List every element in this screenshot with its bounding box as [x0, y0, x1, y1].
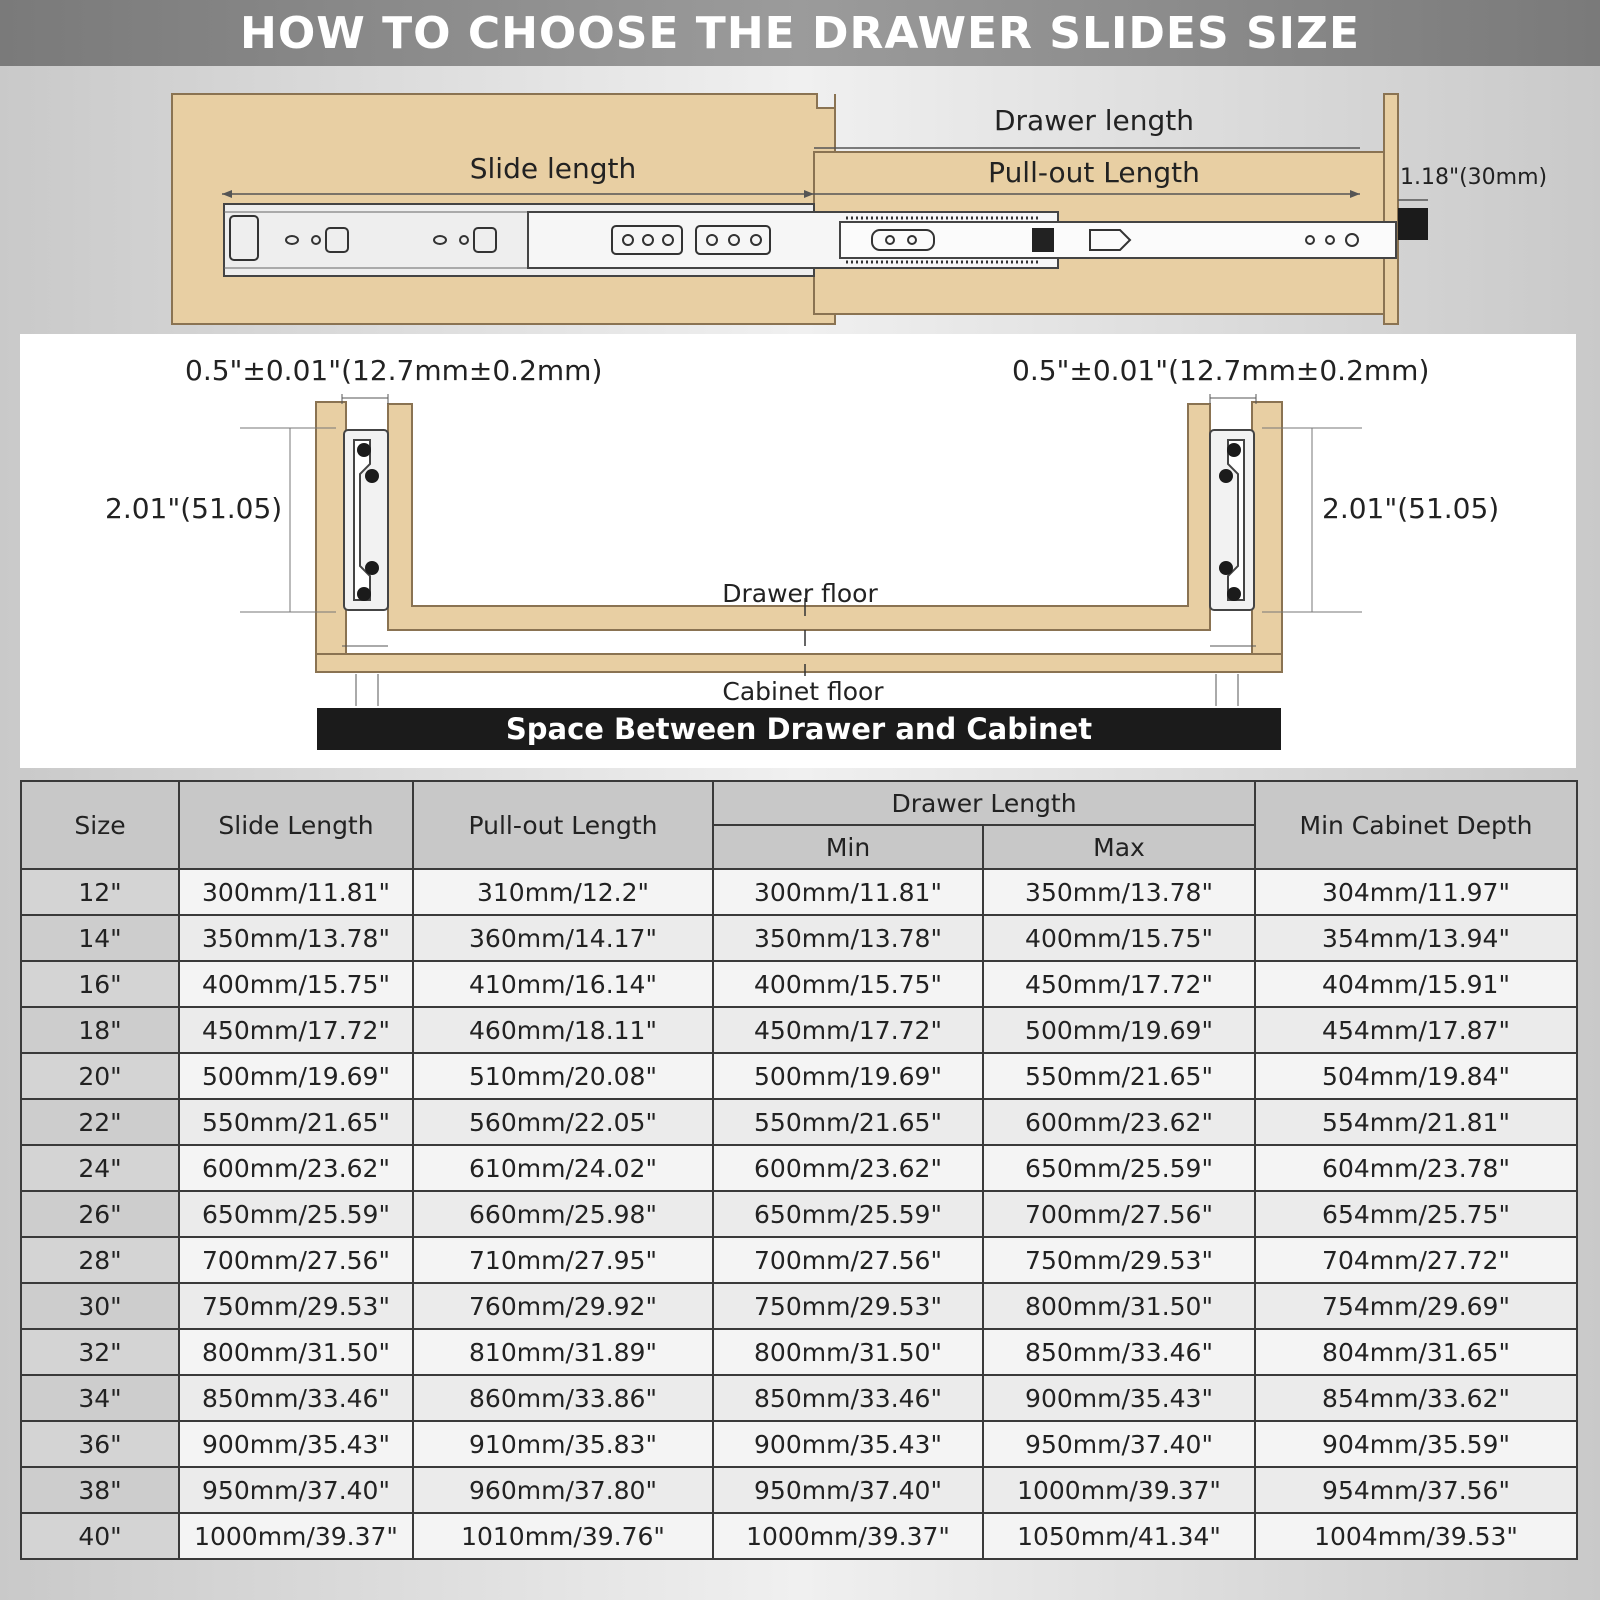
- cell-min-cabinet-depth: 754mm/29.69": [1255, 1283, 1577, 1329]
- cell-size: 24": [21, 1145, 179, 1191]
- cell-drawer-min: 950mm/37.40": [713, 1467, 983, 1513]
- table-row: [21, 1053, 1577, 1099]
- cell-size: 30": [21, 1283, 179, 1329]
- cell-pullout-length: 1010mm/39.76": [413, 1513, 713, 1559]
- cell-pullout-length: 310mm/12.2": [413, 869, 713, 915]
- cell-pullout-length: 560mm/22.05": [413, 1099, 713, 1145]
- table-row: [21, 869, 1577, 915]
- table-row: [21, 1467, 1577, 1513]
- cell-min-cabinet-depth: 854mm/33.62": [1255, 1375, 1577, 1421]
- cell-size: 38": [21, 1467, 179, 1513]
- cell-slide-length: 450mm/17.72": [179, 1007, 413, 1053]
- cell-drawer-min: 900mm/35.43": [713, 1421, 983, 1467]
- cell-drawer-max: 350mm/13.78": [983, 869, 1255, 915]
- header-slide-length: Slide Length: [179, 781, 413, 869]
- table-row: [21, 1099, 1577, 1145]
- header-min-cabinet-depth: Min Cabinet Depth: [1255, 781, 1577, 869]
- cell-drawer-min: 500mm/19.69": [713, 1053, 983, 1099]
- cell-size: 36": [21, 1421, 179, 1467]
- cell-slide-length: 900mm/35.43": [179, 1421, 413, 1467]
- cell-drawer-min: 400mm/15.75": [713, 961, 983, 1007]
- cell-size: 12": [21, 869, 179, 915]
- cell-size: 32": [21, 1329, 179, 1375]
- cell-pullout-length: 410mm/16.14": [413, 961, 713, 1007]
- left-slide-profile: [344, 430, 388, 610]
- cross-section-panel: [20, 334, 1576, 768]
- cell-slide-length: 300mm/11.81": [179, 869, 413, 915]
- cell-slide-length: 1000mm/39.37": [179, 1513, 413, 1559]
- header-drawer-length: Drawer Length: [713, 781, 1255, 825]
- cell-slide-length: 800mm/31.50": [179, 1329, 413, 1375]
- header-max: Max: [983, 825, 1255, 869]
- cell-min-cabinet-depth: 404mm/15.91": [1255, 961, 1577, 1007]
- cell-drawer-max: 750mm/29.53": [983, 1237, 1255, 1283]
- table-row: [21, 961, 1577, 1007]
- cell-slide-length: 650mm/25.59": [179, 1191, 413, 1237]
- cell-slide-length: 700mm/27.56": [179, 1237, 413, 1283]
- cell-drawer-min: 850mm/33.46": [713, 1375, 983, 1421]
- cell-pullout-length: 810mm/31.89": [413, 1329, 713, 1375]
- pullout-length-label: Pull-out Length: [988, 156, 1200, 189]
- cell-drawer-max: 500mm/19.69": [983, 1007, 1255, 1053]
- cell-slide-length: 350mm/13.78": [179, 915, 413, 961]
- cell-drawer-min: 750mm/29.53": [713, 1283, 983, 1329]
- slide-length-diagram: [0, 66, 1600, 334]
- cell-drawer-min: 800mm/31.50": [713, 1329, 983, 1375]
- cell-min-cabinet-depth: 1004mm/39.53": [1255, 1513, 1577, 1559]
- cell-min-cabinet-depth: 804mm/31.65": [1255, 1329, 1577, 1375]
- cell-min-cabinet-depth: 654mm/25.75": [1255, 1191, 1577, 1237]
- cell-min-cabinet-depth: 454mm/17.87": [1255, 1007, 1577, 1053]
- drawer-front: [1384, 94, 1398, 324]
- cell-drawer-max: 900mm/35.43": [983, 1375, 1255, 1421]
- cell-min-cabinet-depth: 554mm/21.81": [1255, 1099, 1577, 1145]
- page-title: HOW TO CHOOSE THE DRAWER SLIDES SIZE: [0, 0, 1600, 66]
- cell-min-cabinet-depth: 904mm/35.59": [1255, 1421, 1577, 1467]
- table-row: [21, 1513, 1577, 1559]
- table-row: [21, 1145, 1577, 1191]
- cabinet-floor-label: Cabinet floor: [722, 677, 884, 706]
- drawer-length-label: Drawer length: [993, 104, 1195, 137]
- table-row: [21, 915, 1577, 961]
- drawer-floor-label: Drawer floor: [722, 579, 878, 608]
- cell-drawer-max: 650mm/25.59": [983, 1145, 1255, 1191]
- cell-drawer-max: 850mm/33.46": [983, 1329, 1255, 1375]
- cell-size: 28": [21, 1237, 179, 1283]
- cabinet-floor: [316, 654, 1282, 672]
- table-row: [21, 1421, 1577, 1467]
- cell-pullout-length: 360mm/14.17": [413, 915, 713, 961]
- cabinet-right-side: [1252, 402, 1282, 672]
- cell-pullout-length: 460mm/18.11": [413, 1007, 713, 1053]
- cell-pullout-length: 960mm/37.80": [413, 1467, 713, 1513]
- table-row: [21, 1237, 1577, 1283]
- cell-pullout-length: 760mm/29.92": [413, 1283, 713, 1329]
- cell-min-cabinet-depth: 604mm/23.78": [1255, 1145, 1577, 1191]
- header-min: Min: [713, 825, 983, 869]
- cell-size: 22": [21, 1099, 179, 1145]
- size-table: [20, 780, 1578, 1560]
- cell-pullout-length: 710mm/27.95": [413, 1237, 713, 1283]
- cell-pullout-length: 910mm/35.83": [413, 1421, 713, 1467]
- cell-min-cabinet-depth: 954mm/37.56": [1255, 1467, 1577, 1513]
- cell-slide-length: 550mm/21.65": [179, 1099, 413, 1145]
- cell-min-cabinet-depth: 354mm/13.94": [1255, 915, 1577, 961]
- cell-min-cabinet-depth: 504mm/19.84": [1255, 1053, 1577, 1099]
- cabinet-left-side: [316, 402, 346, 672]
- cell-drawer-max: 700mm/27.56": [983, 1191, 1255, 1237]
- slide-length-label: Slide length: [469, 152, 637, 185]
- header-pullout-length: Pull-out Length: [413, 781, 713, 869]
- left-clearance-label: 0.5"±0.01"(12.7mm±0.2mm): [185, 354, 603, 387]
- cell-drawer-min: 650mm/25.59": [713, 1191, 983, 1237]
- cell-pullout-length: 860mm/33.86": [413, 1375, 713, 1421]
- cell-slide-length: 500mm/19.69": [179, 1053, 413, 1099]
- cell-size: 18": [21, 1007, 179, 1053]
- cell-drawer-min: 300mm/11.81": [713, 869, 983, 915]
- right-height-label: 2.01"(51.05): [1322, 492, 1500, 525]
- cell-drawer-max: 550mm/21.65": [983, 1053, 1255, 1099]
- table-row: [21, 1283, 1577, 1329]
- cell-pullout-length: 660mm/25.98": [413, 1191, 713, 1237]
- cell-drawer-max: 950mm/37.40": [983, 1421, 1255, 1467]
- cell-pullout-length: 610mm/24.02": [413, 1145, 713, 1191]
- cell-size: 34": [21, 1375, 179, 1421]
- cell-slide-length: 950mm/37.40": [179, 1467, 413, 1513]
- cell-drawer-min: 600mm/23.62": [713, 1145, 983, 1191]
- cell-drawer-min: 350mm/13.78": [713, 915, 983, 961]
- cell-pullout-length: 510mm/20.08": [413, 1053, 713, 1099]
- cell-drawer-max: 1000mm/39.37": [983, 1467, 1255, 1513]
- right-clearance-label: 0.5"±0.01"(12.7mm±0.2mm): [1012, 354, 1430, 387]
- cell-drawer-max: 400mm/15.75": [983, 915, 1255, 961]
- cell-drawer-max: 1050mm/41.34": [983, 1513, 1255, 1559]
- gap-label: 1.18"(30mm): [1400, 165, 1548, 190]
- space-between-banner: Space Between Drawer and Cabinet: [317, 708, 1281, 750]
- table-row: [21, 1007, 1577, 1053]
- cell-min-cabinet-depth: 704mm/27.72": [1255, 1237, 1577, 1283]
- cell-drawer-min: 550mm/21.65": [713, 1099, 983, 1145]
- release-lever: [1398, 208, 1428, 240]
- cell-slide-length: 400mm/15.75": [179, 961, 413, 1007]
- cell-drawer-min: 700mm/27.56": [713, 1237, 983, 1283]
- cell-drawer-min: 1000mm/39.37": [713, 1513, 983, 1559]
- left-height-label: 2.01"(51.05): [105, 492, 283, 525]
- right-slide-profile: [1210, 430, 1254, 610]
- cell-slide-length: 750mm/29.53": [179, 1283, 413, 1329]
- cell-slide-length: 850mm/33.46": [179, 1375, 413, 1421]
- table-body: [21, 869, 1577, 1559]
- table-row: [21, 1375, 1577, 1421]
- cell-size: 26": [21, 1191, 179, 1237]
- cell-size: 20": [21, 1053, 179, 1099]
- cell-drawer-max: 450mm/17.72": [983, 961, 1255, 1007]
- cell-drawer-max: 800mm/31.50": [983, 1283, 1255, 1329]
- cell-size: 40": [21, 1513, 179, 1559]
- header-size: Size: [21, 781, 179, 869]
- cell-drawer-min: 450mm/17.72": [713, 1007, 983, 1053]
- cell-size: 14": [21, 915, 179, 961]
- table-row: [21, 1329, 1577, 1375]
- cell-size: 16": [21, 961, 179, 1007]
- slide-inner-member: [840, 222, 1396, 258]
- cross-section-diagram: [20, 334, 1576, 768]
- table-row: [21, 1191, 1577, 1237]
- cell-slide-length: 600mm/23.62": [179, 1145, 413, 1191]
- cell-min-cabinet-depth: 304mm/11.97": [1255, 869, 1577, 915]
- cell-drawer-max: 600mm/23.62": [983, 1099, 1255, 1145]
